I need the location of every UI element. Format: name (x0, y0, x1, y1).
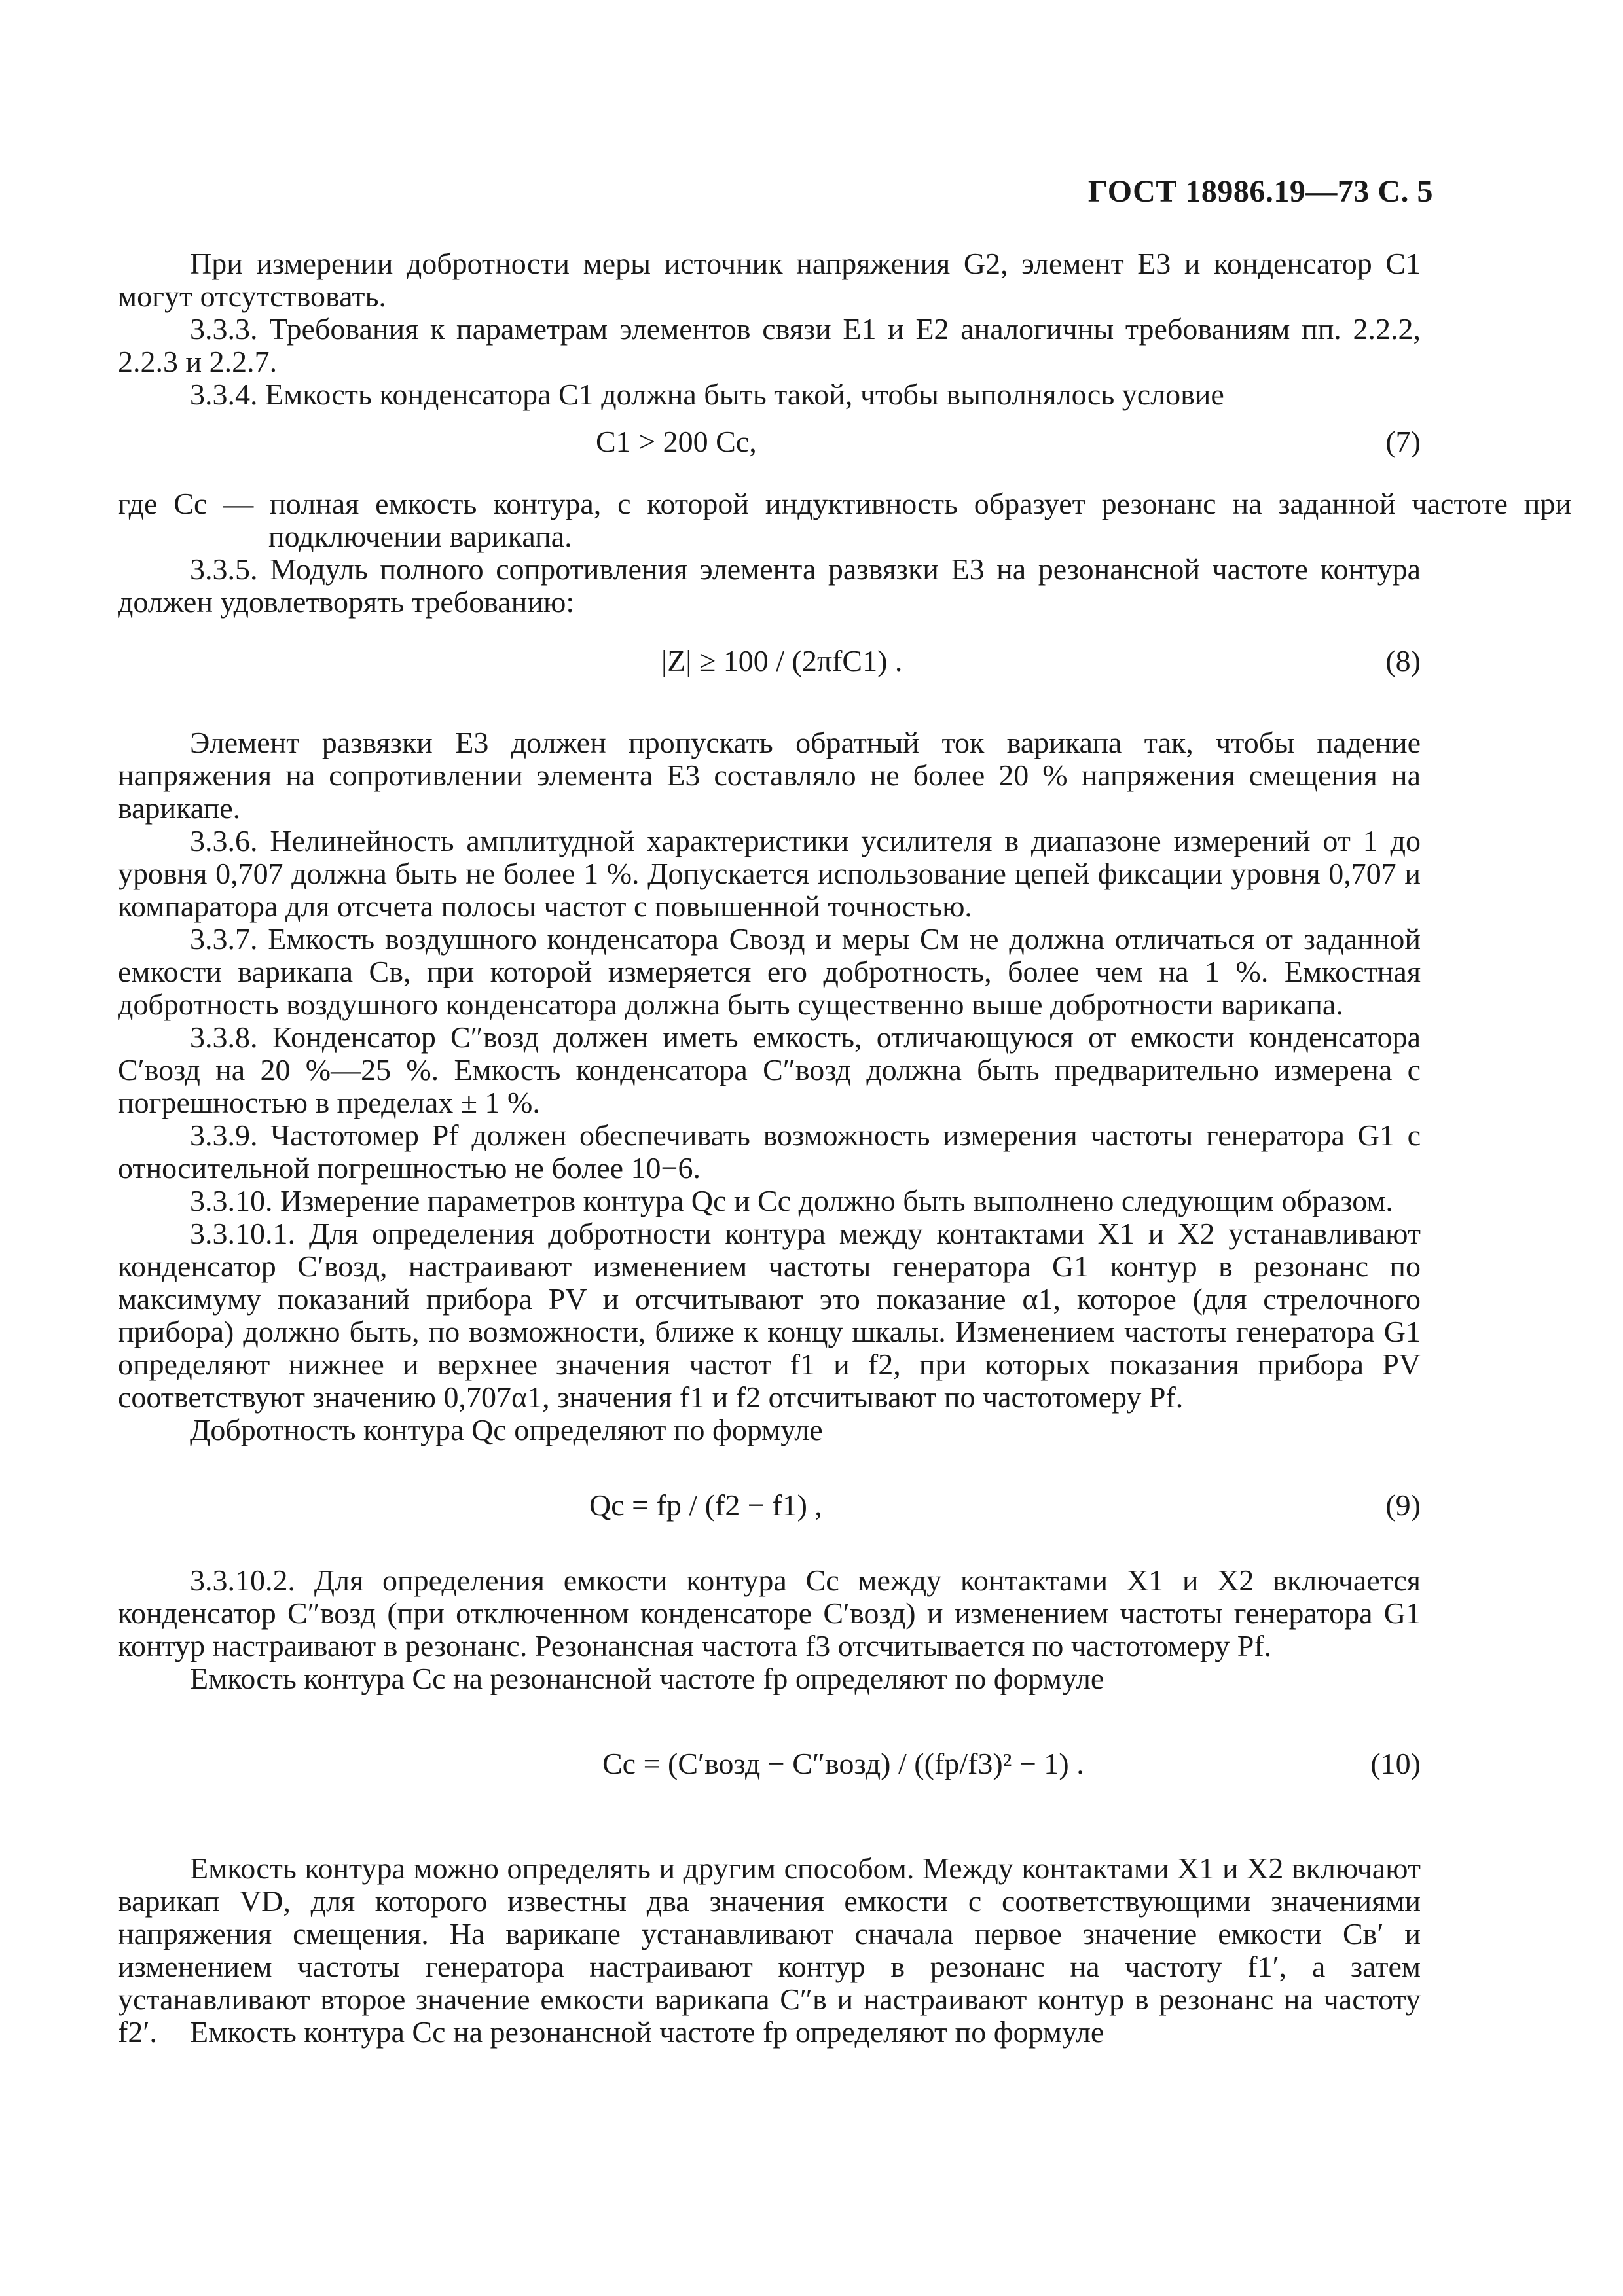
page-header: ГОСТ 18986.19—73 С. 5 (1087, 174, 1433, 209)
equation-10-number: (10) (1370, 1747, 1421, 1780)
paragraph-3-3-9: 3.3.9. Частотомер Pf должен обеспечивать возможность измерения частоты генератора G1 с относительной погрешностью не более 10−6. (118, 1119, 1421, 1185)
paragraph-3-3-10-2: 3.3.10.2. Для определения емкости контура Cс между контактами X1 и X2 включается конденсатор C″возд (при отключенном конденсаторе C′возд) и изменением частоты генератора G1 контур настраивают в резонанс. Резонансная частота f3 отсчитывается по частотомеру Pf. (118, 1564, 1421, 1662)
equation-8-number: (8) (1385, 644, 1421, 677)
paragraph-c-formula-intro: Емкость контура Cс на резонансной частоте fр определяют по формуле (190, 1662, 1104, 1695)
paragraph-where: где Cс — полная емкость контура, с которой индуктивность образует резонанс на заданной частоте при подключении варикапа. (118, 487, 1571, 553)
paragraph-3-3-7: 3.3.7. Емкость воздушного конденсатора Cвозд и меры Cм не должна отличаться от заданной емкости варикапа Cв, при которой измеряется его добротность, более чем на 1 %. Емкостная добротность воздушного конденсатора должна быть существенно выше добротности варикапа. (118, 922, 1421, 1021)
equation-9-number: (9) (1385, 1488, 1421, 1522)
paragraph-3-3-5: 3.3.5. Модуль полного сопротивления элемента развязки E3 на резонансной частоте контура должен удовлетворять требованию: (118, 552, 1421, 619)
paragraph-3-3-10: 3.3.10. Измерение параметров контура Qс и Cс должно быть выполнено следующим образом. (190, 1184, 1393, 1217)
paragraph-3-3-4: 3.3.4. Емкость конденсатора C1 должна быть такой, чтобы выполнялось условие (190, 378, 1224, 411)
equation-7-number: (7) (1385, 425, 1421, 458)
equation-8-formula: |Z| ≥ 100 / (2πfC1) . (661, 644, 903, 677)
paragraph-q-formula-intro: Добротность контура Qс определяют по формуле (190, 1413, 823, 1446)
equation-9 (118, 1473, 1421, 1545)
paragraph-intro: При измерении добротности меры источник напряжения G2, элемент E3 и конденсатор C1 могут отсутствовать. (118, 247, 1421, 313)
paragraph-3-3-6: 3.3.6. Нелинейность амплитудной характеристики усилителя в диапазоне измерений от 1 до уровня 0,707 должна быть не более 1 %. Допускается использование цепей фиксации уровня 0,707 и компаратора для отсчета полосы частот с повышенной точностью. (118, 824, 1421, 923)
paragraph-3-3-10-1: 3.3.10.1. Для определения добротности контура между контактами X1 и X2 устанавливают конденсатор C′возд, настраивают изменением частоты генератора G1 контур в резонанс по максимуму показаний прибора PV и отсчитывают это показание α1, которое (для стрелочного прибора) должно быть, по возможности, ближе к концу шкалы. Изменением частоты генератора G1 определяют нижнее и верхнее значения частот f1 и f2, при которых показания прибора PV соответствуют значению 0,707α1, значения f1 и f2 отсчитывают по частотомеру Pf. (118, 1217, 1421, 1414)
equation-10 (118, 1715, 1421, 1820)
paragraph-3-3-8: 3.3.8. Конденсатор C″возд должен иметь емкость, отличающуюся от емкости конденсатора C′возд на 20 %—25 %. Емкость конденсатора C″возд должна быть предварительно измерена с погрешностью в пределах ± 1 %. (118, 1020, 1421, 1119)
equation-9-formula: Qс = fр / (f2 − f1) , (589, 1488, 822, 1522)
equation-10-formula: Cс = (C′возд − C″возд) / ((fр/f3)² − 1) . (602, 1747, 1084, 1780)
paragraph-e3-current: Элемент развязки E3 должен пропускать обратный ток варикапа так, чтобы падение напряжения на сопротивлении элемента E3 составляло не более 20 % напряжения смещения на варикапе. (118, 726, 1421, 825)
equation-7 (118, 425, 1421, 465)
paragraph-alt-method: Емкость контура можно определять и другим способом. Между контактами X1 и X2 включают варикап VD, для которого известны два значения емкости с соответствующими значениями напряжения смещения. На варикапе устанавливают сначала первое значение емкости Cв′ и изменением частоты генератора настраивают контур в резонанс на частоту f1′, а затем устанавливают второе значение емкости варикапа C″в и настраивают контур в резонанс на частоту f2′. (118, 1852, 1421, 2049)
equation-7-formula: C1 > 200 Cс, (596, 425, 757, 458)
paragraph-3-3-3: 3.3.3. Требования к параметрам элементов связи E1 и E2 аналогичны требованиям пп. 2.2.2, 2.2.3 и 2.2.7. (118, 312, 1421, 378)
paragraph-c-formula-intro-2: Емкость контура Cс на резонансной частоте fр определяют по формуле (190, 2015, 1104, 2049)
equation-8 (118, 628, 1421, 700)
